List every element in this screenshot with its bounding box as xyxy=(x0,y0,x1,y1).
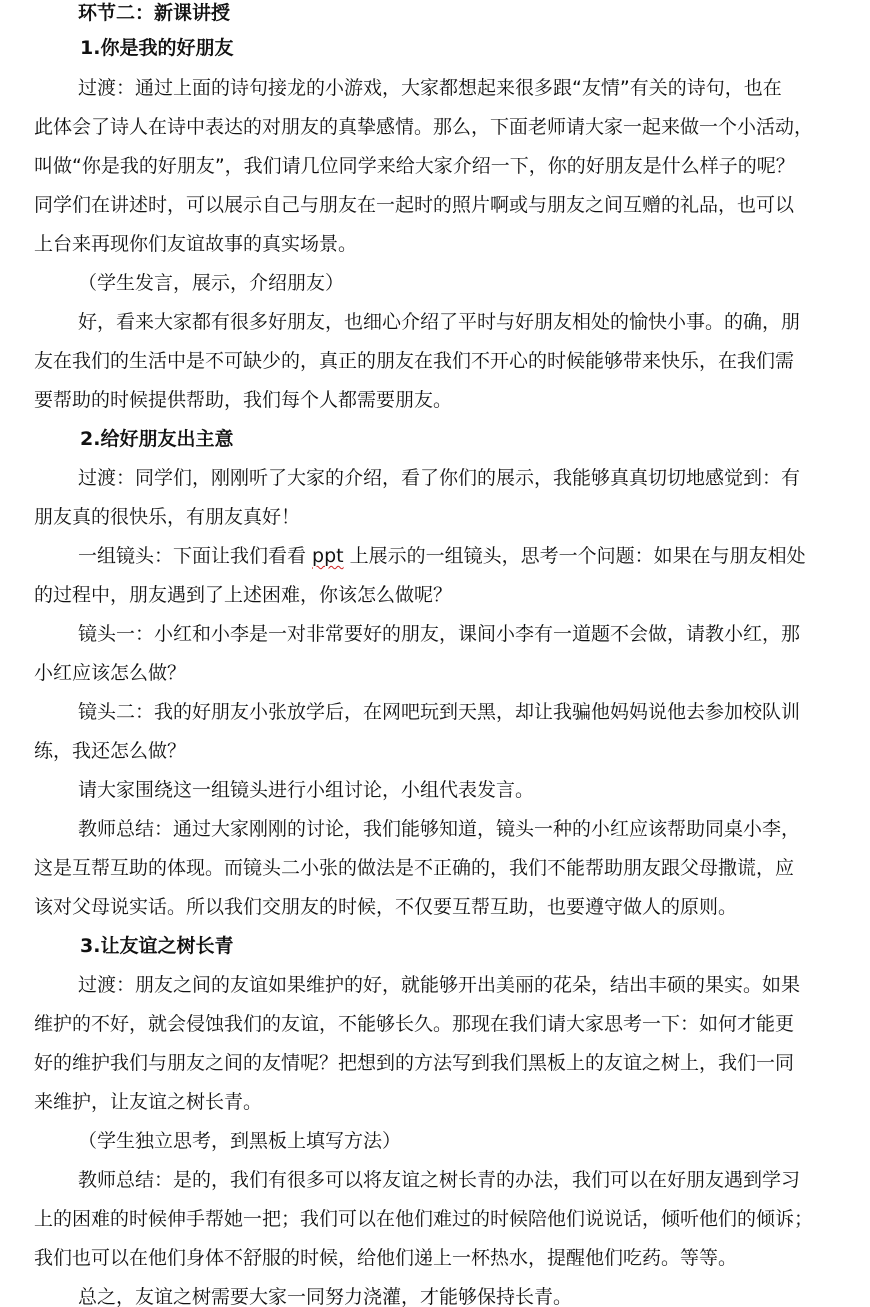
paragraph-line: 练，我还怎么做？ xyxy=(34,740,187,762)
section-heading: 环节二：新课讲授 xyxy=(78,2,231,24)
spellcheck-underlined-word: ppt xyxy=(312,545,344,567)
paragraph-line: 此体会了诗人在诗中表达的对朋友的真挚感情。那么，下面老师请大家一起来做一个小活动， xyxy=(34,116,814,138)
subheading-3: 3.让友谊之树长青 xyxy=(80,935,234,957)
paragraph-line: 来维护，让友谊之树长青。 xyxy=(34,1091,263,1113)
paragraph-line: 上的困难的时候伸手帮她一把；我们可以在他们难过的时候陪他们说说话，倾听他们的倾诉； xyxy=(34,1208,814,1230)
paragraph-line: 上台来再现你们友谊故事的真实场景。 xyxy=(34,233,358,255)
paragraph-line: 总之，友谊之树需要大家一同努力浇灌，才能够保持长青。 xyxy=(78,1286,573,1307)
paragraph-line: 我们也可以在他们身体不舒服的时候，给他们递上一杯热水，提醒他们吃药。等等。 xyxy=(34,1247,738,1269)
paragraph-line: 叫做“你是我的好朋友”，我们请几位同学来给大家介绍一下，你的好朋友是什么样子的呢？ xyxy=(34,155,795,177)
subheading-1: 1.你是我的好朋友 xyxy=(80,37,234,59)
paragraph-line: 镜头一：小红和小李是一对非常要好的朋友，课间小李有一道题不会做，请教小红，那 xyxy=(78,623,801,645)
subheading-2: 2.给好朋友出主意 xyxy=(80,428,234,450)
paragraph-line: 过渡：同学们，刚刚听了大家的介绍，看了你们的展示，我能够真真切切地感觉到：有 xyxy=(78,467,801,489)
paragraph-line: 要帮助的时候提供帮助，我们每个人都需要朋友。 xyxy=(34,389,453,411)
paragraph-line: （学生发言，展示，介绍朋友） xyxy=(78,272,345,294)
paragraph-line: 友在我们的生活中是不可缺少的，真正的朋友在我们不开心的时候能够带来快乐，在我们需 xyxy=(34,350,795,372)
paragraph-line: 小红应该怎么做？ xyxy=(34,662,187,684)
paragraph-line: 过渡：通过上面的诗句接龙的小游戏，大家都想起来很多跟“友情”有关的诗句，也在 xyxy=(78,77,782,99)
paragraph-line: 镜头二：我的好朋友小张放学后，在网吧玩到天黑，却让我骗他妈妈说他去参加校队训 xyxy=(78,701,801,723)
paragraph-line xyxy=(78,539,870,573)
paragraph-line: 该对父母说实话。所以我们交朋友的时候，不仅要互帮互助，也要遵守做人的原则。 xyxy=(34,896,738,918)
paragraph-line: （学生独立思考，到黑板上填写方法） xyxy=(78,1130,402,1152)
line-text: 上展示的一组镜头，思考一个问题：如果在与朋友相处 xyxy=(343,545,806,567)
paragraph-line: 好的维护我们与朋友之间的友情呢？把想到的方法写到我们黑板上的友谊之树上，我们一同 xyxy=(34,1052,795,1074)
paragraph-line: 过渡：朋友之间的友谊如果维护的好，就能够开出美丽的花朵，结出丰硕的果实。如果 xyxy=(78,974,801,996)
paragraph-line: 请大家围绕这一组镜头进行小组讨论，小组代表发言。 xyxy=(78,779,535,801)
line-text: 一组镜头：下面让我们看看 xyxy=(78,545,313,567)
paragraph-line: 朋友真的很快乐，有朋友真好！ xyxy=(34,506,301,528)
paragraph-line: 同学们在讲述时，可以展示自己与朋友在一起时的照片啊或与朋友之间互赠的礼品，也可以 xyxy=(34,194,795,216)
paragraph-line: 好，看来大家都有很多好朋友，也细心介绍了平时与好朋友相处的愉快小事。的确，朋 xyxy=(78,311,801,333)
paragraph-line: 教师总结：是的，我们有很多可以将友谊之树长青的办法，我们可以在好朋友遇到学习 xyxy=(78,1169,801,1191)
paragraph-line: 维护的不好，就会侵蚀我们的友谊，不能够长久。那现在我们请大家思考一下：如何才能更 xyxy=(34,1013,795,1035)
paragraph-line: 教师总结：通过大家刚刚的讨论，我们能够知道，镜头一种的小红应该帮助同桌小李， xyxy=(78,818,801,840)
paragraph-line: 的过程中，朋友遇到了上述困难，你该怎么做呢？ xyxy=(34,584,453,606)
paragraph-line: 这是互帮互助的体现。而镜头二小张的做法是不正确的，我们不能帮助朋友跟父母撒谎，应 xyxy=(34,857,795,879)
